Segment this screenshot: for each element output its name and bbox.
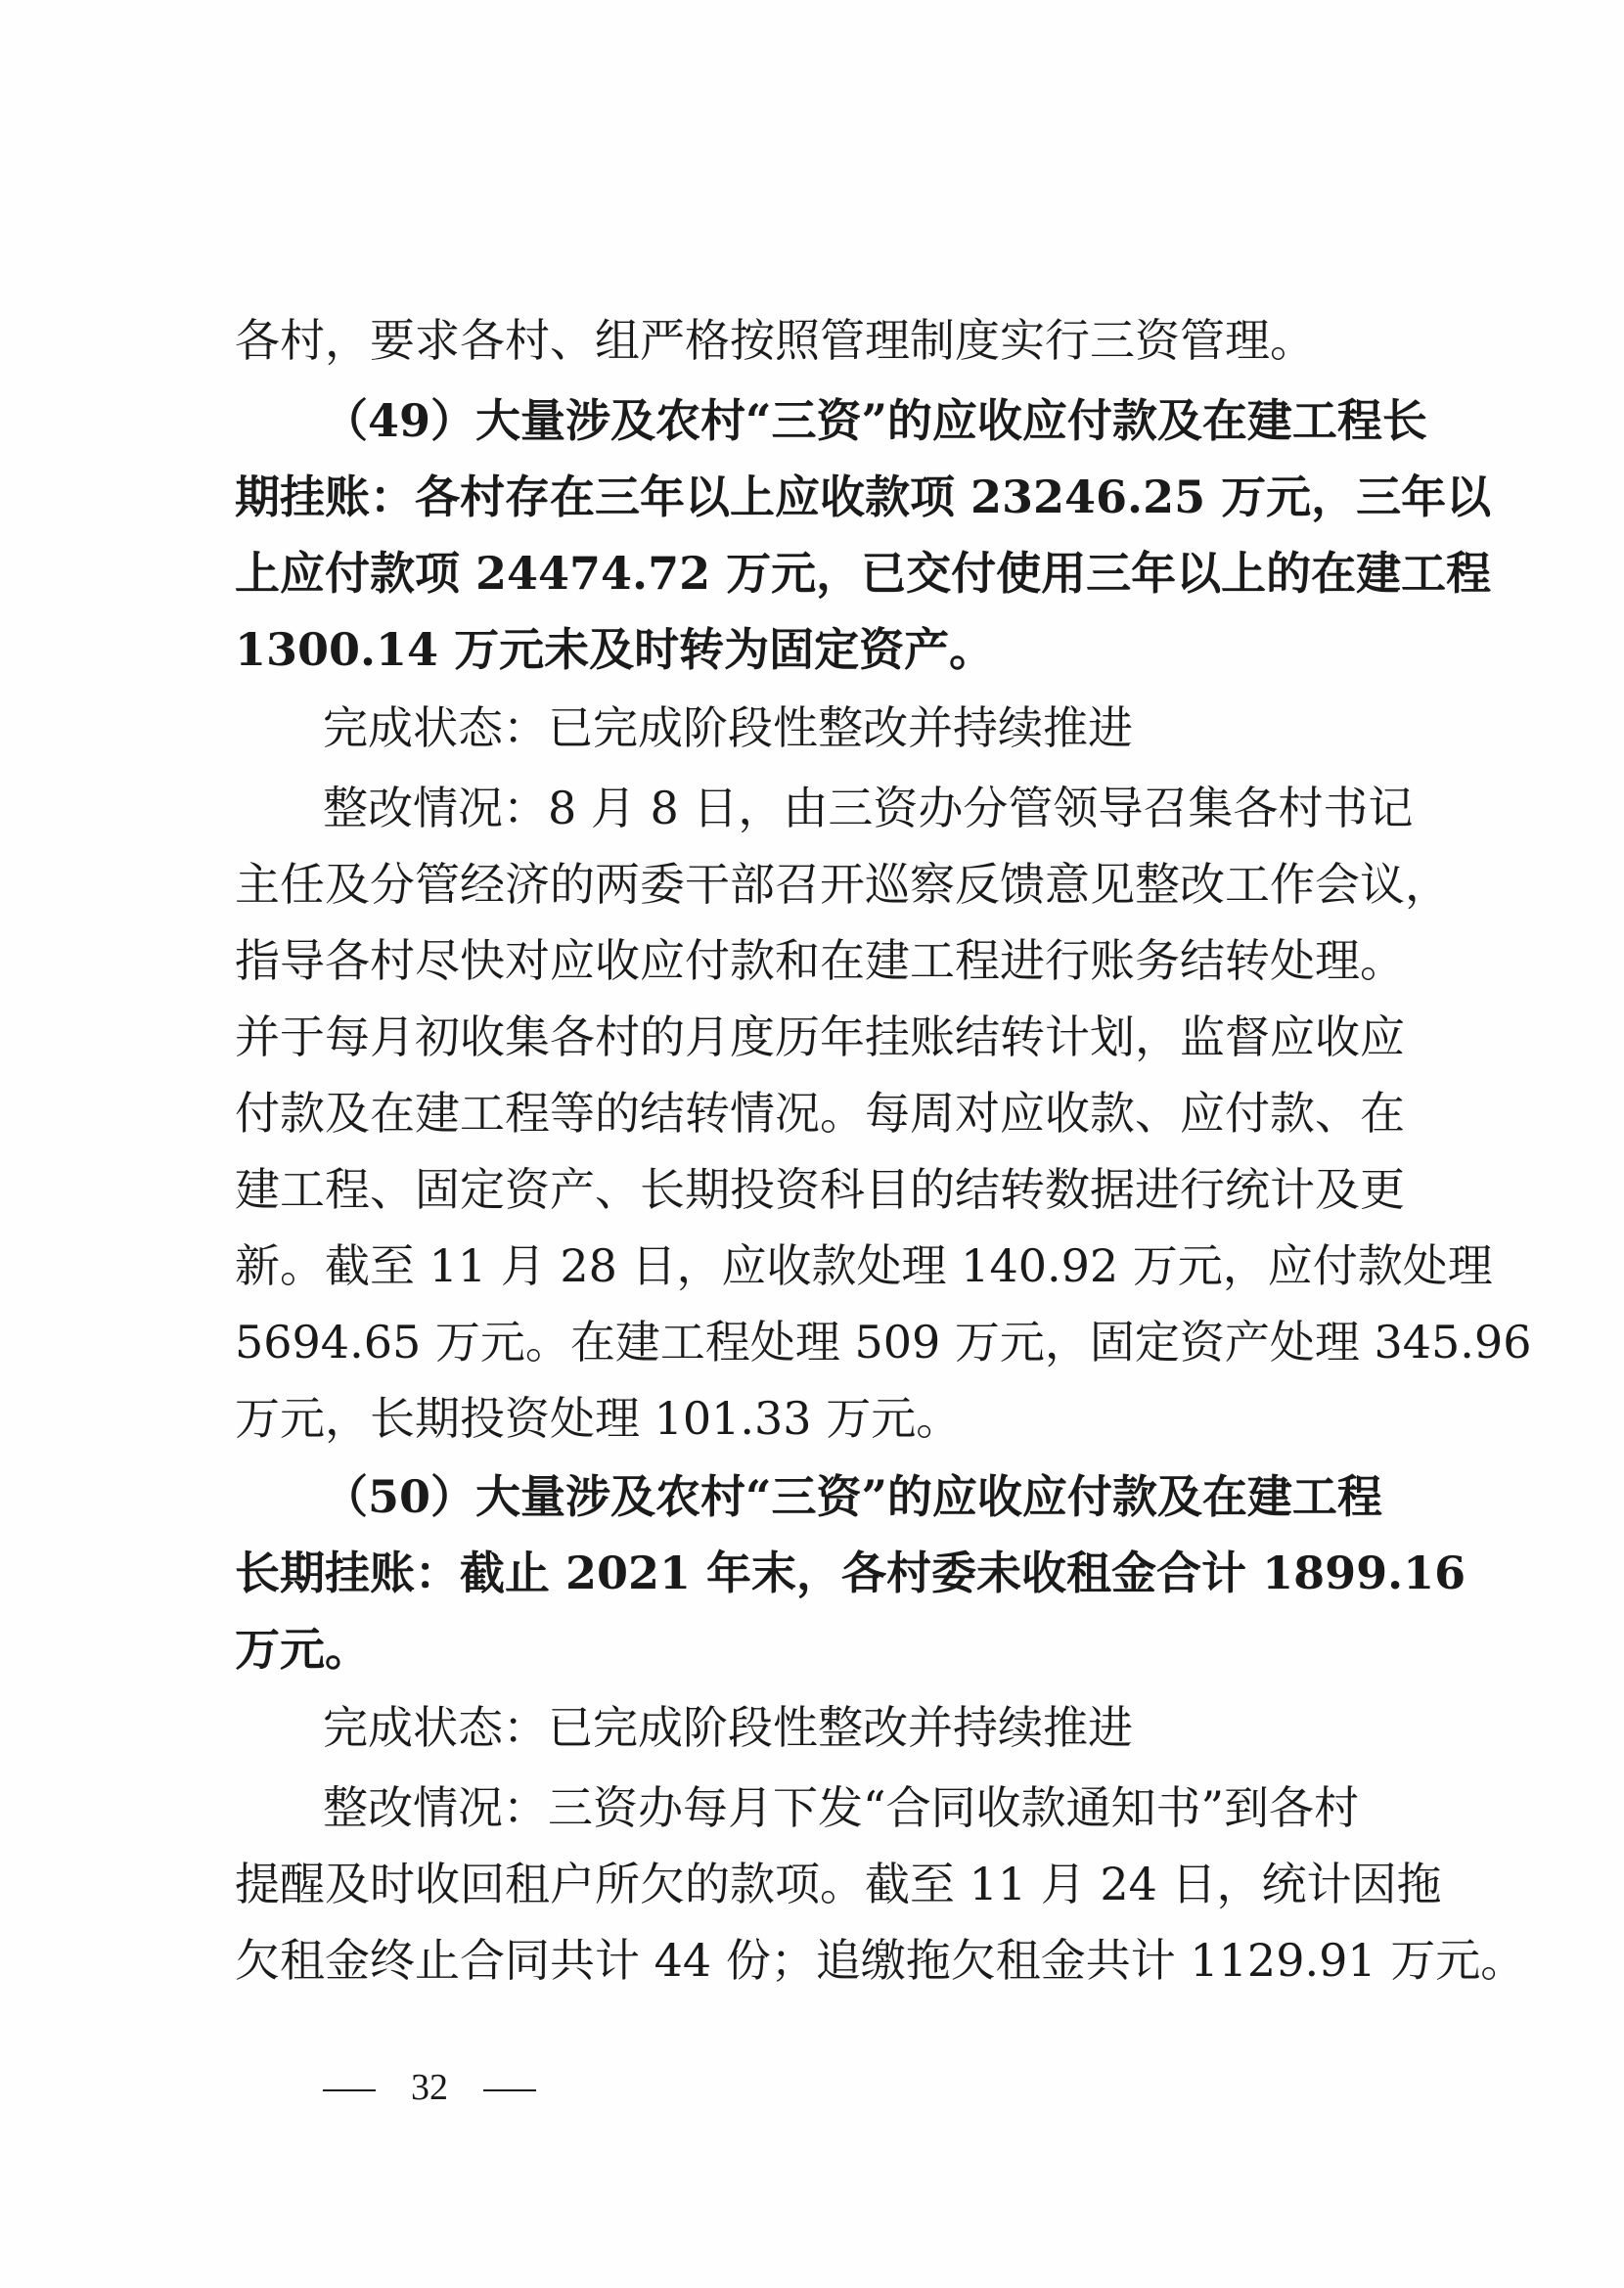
footer-dash-left	[323, 2089, 376, 2091]
rectification-line: 5694.65 万元。在建工程处理 509 万元，固定资产处理 345.96	[235, 1316, 1532, 1368]
completion-status: 完成状态：已完成阶段性整改并持续推进	[323, 701, 1133, 754]
item-49-heading-line: （49）大量涉及农村“三资”的应收应付款及在建工程长	[323, 394, 1427, 447]
rectification-line: 主任及分管经济的两委干部召开巡察反馈意见整改工作会议，	[235, 858, 1450, 911]
item-49-heading-line: 1300.14 万元未及时转为固定资产。	[235, 623, 995, 676]
paragraph-line: 各村，要求各村、组严格按照管理制度实行三资管理。	[235, 314, 1315, 367]
rectification-line: 提醒及时收回租户所欠的款项。截至 11 月 24 日，统计因拖	[235, 1858, 1442, 1910]
item-49-heading-line: 期挂账：各村存在三年以上应收款项 23246.25 万元，三年以	[235, 471, 1492, 523]
item-50-heading-line: 长期挂账：截止 2021 年末，各村委未收租金合计 1899.16	[235, 1547, 1466, 1599]
rectification-line: 万元，长期投资处理 101.33 万元。	[235, 1392, 962, 1445]
rectification-line: 并于每月初收集各村的月度历年挂账结转计划，监督应收应	[235, 1010, 1405, 1063]
footer-dash-right	[483, 2089, 536, 2091]
item-49-heading-line: 上应付款项 24474.72 万元，已交付使用三年以上的在建工程	[235, 547, 1492, 600]
rectification-line: 指导各村尽快对应收应付款和在建工程进行账务结转处理。	[235, 934, 1405, 987]
rectification-line: 整改情况：三资办每月下发“合同收款通知书”到各村	[323, 1781, 1360, 1834]
item-50-heading-line: （50）大量涉及农村“三资”的应收应付款及在建工程	[323, 1470, 1382, 1523]
rectification-line: 欠租金终止合同共计 44 份；追缴拖欠租金共计 1129.91 万元。	[235, 1934, 1526, 1987]
completion-status: 完成状态：已完成阶段性整改并持续推进	[323, 1701, 1133, 1754]
rectification-line: 新。截至 11 月 28 日，应收款处理 140.92 万元，应付款处理	[235, 1239, 1493, 1292]
rectification-line: 建工程、固定资产、长期投资科目的结转数据进行统计及更	[235, 1163, 1405, 1216]
page-footer	[323, 2062, 536, 2112]
rectification-line: 付款及在建工程等的结转情况。每周对应收款、应付款、在	[235, 1087, 1405, 1140]
rectification-line: 整改情况：8 月 8 日，由三资办分管领导召集各村书记	[323, 782, 1414, 834]
page-number: 32	[411, 2067, 448, 2108]
item-50-heading-line: 万元。	[235, 1623, 370, 1676]
